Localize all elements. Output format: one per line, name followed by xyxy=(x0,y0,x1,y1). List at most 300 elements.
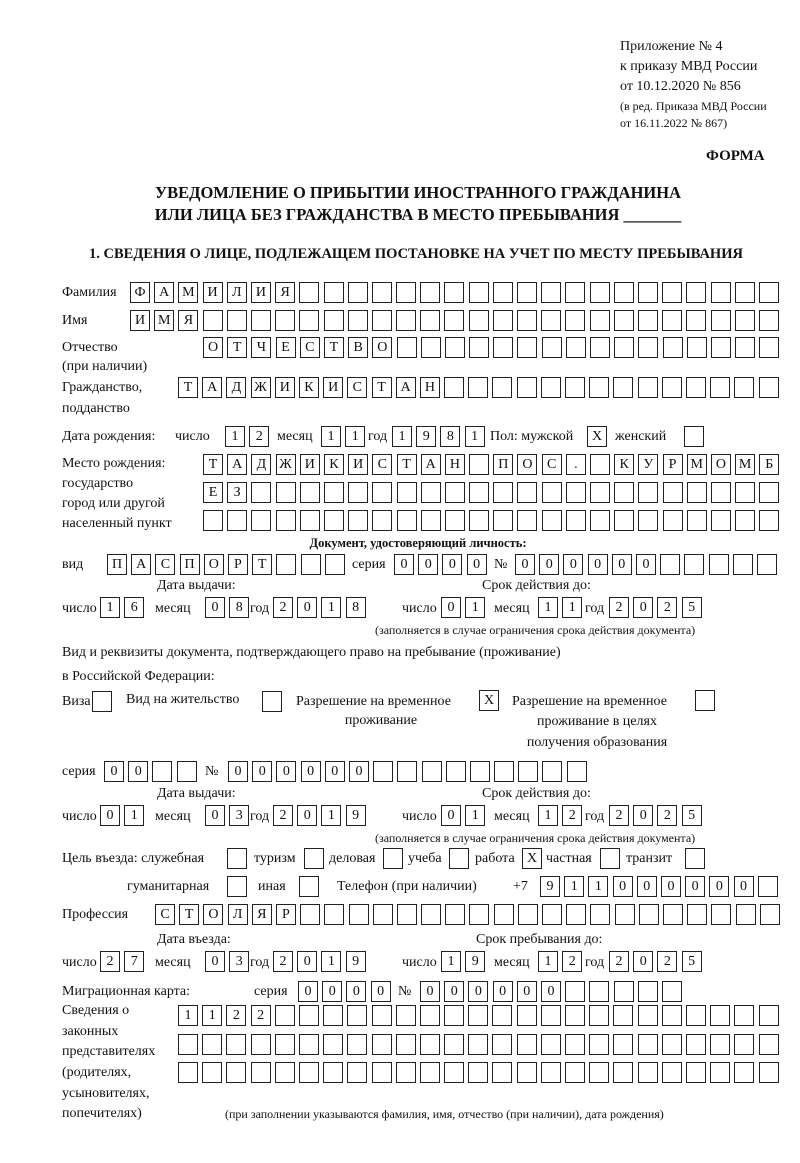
char-box[interactable]: 9 xyxy=(346,805,366,826)
char-box[interactable] xyxy=(470,761,490,782)
char-box[interactable] xyxy=(373,761,393,782)
char-box[interactable]: 0 xyxy=(394,554,414,575)
char-box[interactable] xyxy=(492,1005,512,1026)
char-box[interactable]: 0 xyxy=(418,554,438,575)
char-box[interactable] xyxy=(565,1062,585,1083)
char-box[interactable]: О xyxy=(203,337,223,358)
char-box[interactable]: И xyxy=(275,377,295,398)
char-box[interactable]: 0 xyxy=(322,981,342,1002)
char-box[interactable] xyxy=(372,282,392,303)
char-box[interactable] xyxy=(226,1034,246,1055)
char-box[interactable]: 1 xyxy=(225,426,245,447)
char-box[interactable] xyxy=(686,1034,706,1055)
char-box[interactable] xyxy=(541,1034,561,1055)
char-box[interactable] xyxy=(468,1062,488,1083)
char-box[interactable] xyxy=(469,482,489,503)
char-box[interactable] xyxy=(251,310,271,331)
char-box[interactable]: И xyxy=(323,377,343,398)
char-box[interactable] xyxy=(348,282,368,303)
char-box[interactable]: 0 xyxy=(633,951,653,972)
char-box[interactable]: 2 xyxy=(273,597,293,618)
char-box[interactable] xyxy=(276,554,296,575)
char-box[interactable] xyxy=(396,1062,416,1083)
char-box[interactable]: Ч xyxy=(251,337,271,358)
char-box[interactable] xyxy=(517,1034,537,1055)
char-box[interactable]: О xyxy=(204,554,224,575)
char-box[interactable]: 5 xyxy=(682,805,702,826)
char-box[interactable] xyxy=(565,310,585,331)
char-box[interactable] xyxy=(686,282,706,303)
char-box[interactable]: И xyxy=(348,454,368,475)
char-box[interactable] xyxy=(686,1005,706,1026)
char-box[interactable]: Т xyxy=(203,454,223,475)
char-box[interactable] xyxy=(541,1005,561,1026)
char-box[interactable] xyxy=(638,510,658,531)
char-box[interactable]: 0 xyxy=(100,805,120,826)
char-box[interactable] xyxy=(324,282,344,303)
char-box[interactable]: 1 xyxy=(538,805,558,826)
char-box[interactable] xyxy=(565,282,585,303)
char-box[interactable] xyxy=(445,337,465,358)
char-box[interactable]: Б xyxy=(759,454,779,475)
char-box[interactable]: К xyxy=(324,454,344,475)
char-box[interactable] xyxy=(445,482,465,503)
char-box[interactable]: 0 xyxy=(297,597,317,618)
char-box[interactable]: Я xyxy=(252,904,272,925)
char-box[interactable]: М xyxy=(735,454,755,475)
char-box[interactable] xyxy=(517,337,537,358)
char-box[interactable] xyxy=(639,904,659,925)
char-box[interactable] xyxy=(614,282,634,303)
char-box[interactable] xyxy=(421,904,441,925)
char-box[interactable] xyxy=(613,377,633,398)
char-box[interactable] xyxy=(589,1005,609,1026)
char-box[interactable]: 1 xyxy=(321,805,341,826)
char-box[interactable]: 1 xyxy=(465,805,485,826)
char-box[interactable] xyxy=(469,310,489,331)
char-box[interactable]: К xyxy=(614,454,634,475)
char-box[interactable]: И xyxy=(300,454,320,475)
char-box[interactable]: 0 xyxy=(734,876,754,897)
char-box[interactable] xyxy=(178,1062,198,1083)
char-box[interactable]: С xyxy=(155,904,175,925)
char-box[interactable] xyxy=(299,310,319,331)
char-box[interactable] xyxy=(517,1062,537,1083)
char-box[interactable] xyxy=(734,1005,754,1026)
char-box[interactable]: П xyxy=(493,454,513,475)
char-box[interactable]: С xyxy=(542,454,562,475)
checkbox[interactable]: X xyxy=(479,690,499,711)
char-box[interactable] xyxy=(590,904,610,925)
char-box[interactable]: Т xyxy=(324,337,344,358)
char-box[interactable] xyxy=(227,310,247,331)
char-box[interactable] xyxy=(397,482,417,503)
char-box[interactable] xyxy=(396,1005,416,1026)
char-box[interactable]: Л xyxy=(228,904,248,925)
char-box[interactable] xyxy=(590,454,610,475)
char-box[interactable]: 0 xyxy=(709,876,729,897)
char-box[interactable] xyxy=(566,510,586,531)
checkbox[interactable] xyxy=(227,876,247,897)
char-box[interactable] xyxy=(736,904,756,925)
char-box[interactable]: 9 xyxy=(416,426,436,447)
char-box[interactable]: 1 xyxy=(202,1005,222,1026)
char-box[interactable]: Д xyxy=(251,454,271,475)
char-box[interactable]: 1 xyxy=(562,597,582,618)
checkbox[interactable] xyxy=(695,690,715,711)
char-box[interactable]: 8 xyxy=(346,597,366,618)
checkbox[interactable] xyxy=(304,848,324,869)
char-box[interactable]: 2 xyxy=(609,951,629,972)
char-box[interactable]: 1 xyxy=(321,597,341,618)
checkbox[interactable] xyxy=(684,426,704,447)
char-box[interactable] xyxy=(347,1062,367,1083)
char-box[interactable] xyxy=(565,377,585,398)
char-box[interactable] xyxy=(420,1034,440,1055)
char-box[interactable] xyxy=(349,904,369,925)
char-box[interactable] xyxy=(444,282,464,303)
char-box[interactable] xyxy=(517,310,537,331)
char-box[interactable] xyxy=(299,282,319,303)
char-box[interactable]: 2 xyxy=(249,426,269,447)
char-box[interactable] xyxy=(444,1005,464,1026)
char-box[interactable] xyxy=(735,282,755,303)
char-box[interactable]: 2 xyxy=(273,805,293,826)
char-box[interactable]: А xyxy=(202,377,222,398)
char-box[interactable]: 9 xyxy=(465,951,485,972)
char-box[interactable] xyxy=(662,981,682,1002)
char-box[interactable]: 8 xyxy=(440,426,460,447)
char-box[interactable] xyxy=(662,282,682,303)
char-box[interactable] xyxy=(542,510,562,531)
char-box[interactable] xyxy=(590,310,610,331)
char-box[interactable]: 0 xyxy=(612,554,632,575)
char-box[interactable] xyxy=(733,554,753,575)
char-box[interactable]: И xyxy=(203,282,223,303)
char-box[interactable] xyxy=(758,876,778,897)
char-box[interactable] xyxy=(251,482,271,503)
char-box[interactable]: 3 xyxy=(229,805,249,826)
char-box[interactable]: 0 xyxy=(541,981,561,1002)
char-box[interactable]: 3 xyxy=(229,951,249,972)
char-box[interactable] xyxy=(323,1005,343,1026)
char-box[interactable]: 0 xyxy=(104,761,124,782)
char-box[interactable]: Т xyxy=(372,377,392,398)
char-box[interactable] xyxy=(663,482,683,503)
char-box[interactable] xyxy=(711,282,731,303)
char-box[interactable]: И xyxy=(130,310,150,331)
char-box[interactable]: 0 xyxy=(613,876,633,897)
char-box[interactable]: 0 xyxy=(468,981,488,1002)
char-box[interactable] xyxy=(348,310,368,331)
char-box[interactable]: 2 xyxy=(273,951,293,972)
char-box[interactable] xyxy=(709,554,729,575)
char-box[interactable] xyxy=(638,310,658,331)
char-box[interactable] xyxy=(614,510,634,531)
char-box[interactable] xyxy=(711,904,731,925)
char-box[interactable] xyxy=(638,482,658,503)
char-box[interactable]: 1 xyxy=(465,426,485,447)
char-box[interactable]: О xyxy=(203,904,223,925)
char-box[interactable] xyxy=(638,377,658,398)
char-box[interactable]: 0 xyxy=(661,876,681,897)
char-box[interactable] xyxy=(589,981,609,1002)
char-box[interactable] xyxy=(301,554,321,575)
char-box[interactable] xyxy=(397,337,417,358)
char-box[interactable]: В xyxy=(348,337,368,358)
char-box[interactable]: 0 xyxy=(441,597,461,618)
char-box[interactable] xyxy=(565,1005,585,1026)
char-box[interactable]: 2 xyxy=(657,597,677,618)
char-box[interactable]: 2 xyxy=(609,597,629,618)
char-box[interactable]: 1 xyxy=(441,951,461,972)
checkbox[interactable] xyxy=(227,848,247,869)
char-box[interactable]: 0 xyxy=(325,761,345,782)
char-box[interactable] xyxy=(565,981,585,1002)
char-box[interactable]: 2 xyxy=(562,951,582,972)
char-box[interactable] xyxy=(299,1005,319,1026)
char-box[interactable] xyxy=(541,1062,561,1083)
char-box[interactable] xyxy=(493,310,513,331)
char-box[interactable]: 0 xyxy=(298,981,318,1002)
char-box[interactable] xyxy=(759,1062,779,1083)
char-box[interactable]: 1 xyxy=(345,426,365,447)
char-box[interactable]: 1 xyxy=(564,876,584,897)
char-box[interactable]: Т xyxy=(397,454,417,475)
char-box[interactable] xyxy=(397,904,417,925)
char-box[interactable] xyxy=(372,310,392,331)
char-box[interactable] xyxy=(396,282,416,303)
char-box[interactable] xyxy=(493,337,513,358)
char-box[interactable] xyxy=(177,761,197,782)
char-box[interactable] xyxy=(397,510,417,531)
char-box[interactable] xyxy=(422,761,442,782)
char-box[interactable] xyxy=(613,1062,633,1083)
char-box[interactable] xyxy=(566,337,586,358)
checkbox[interactable] xyxy=(449,848,469,869)
char-box[interactable]: 0 xyxy=(420,981,440,1002)
checkbox[interactable]: X xyxy=(587,426,607,447)
char-box[interactable] xyxy=(734,377,754,398)
char-box[interactable] xyxy=(518,904,538,925)
checkbox[interactable] xyxy=(92,691,112,712)
char-box[interactable] xyxy=(638,1005,658,1026)
char-box[interactable]: А xyxy=(421,454,441,475)
char-box[interactable]: М xyxy=(687,454,707,475)
char-box[interactable]: Е xyxy=(276,337,296,358)
char-box[interactable] xyxy=(638,337,658,358)
char-box[interactable]: 2 xyxy=(609,805,629,826)
char-box[interactable] xyxy=(735,510,755,531)
char-box[interactable]: Т xyxy=(178,377,198,398)
char-box[interactable]: А xyxy=(154,282,174,303)
char-box[interactable]: 0 xyxy=(563,554,583,575)
char-box[interactable]: 1 xyxy=(392,426,412,447)
char-box[interactable]: А xyxy=(227,454,247,475)
char-box[interactable] xyxy=(372,510,392,531)
char-box[interactable]: Я xyxy=(275,282,295,303)
char-box[interactable]: 0 xyxy=(637,876,657,897)
char-box[interactable] xyxy=(347,1005,367,1026)
char-box[interactable] xyxy=(567,761,587,782)
char-box[interactable] xyxy=(275,310,295,331)
char-box[interactable]: 1 xyxy=(465,597,485,618)
char-box[interactable]: 0 xyxy=(205,597,225,618)
char-box[interactable] xyxy=(686,310,706,331)
char-box[interactable] xyxy=(638,981,658,1002)
char-box[interactable]: Р xyxy=(663,454,683,475)
char-box[interactable] xyxy=(710,1005,730,1026)
char-box[interactable]: 0 xyxy=(633,597,653,618)
char-box[interactable]: М xyxy=(178,282,198,303)
char-box[interactable] xyxy=(684,554,704,575)
char-box[interactable]: 0 xyxy=(539,554,559,575)
char-box[interactable]: 0 xyxy=(493,981,513,1002)
char-box[interactable]: Ф xyxy=(130,282,150,303)
char-box[interactable] xyxy=(469,454,489,475)
char-box[interactable]: Р xyxy=(228,554,248,575)
char-box[interactable] xyxy=(420,310,440,331)
char-box[interactable]: 2 xyxy=(100,951,120,972)
char-box[interactable]: О xyxy=(711,454,731,475)
char-box[interactable] xyxy=(711,510,731,531)
char-box[interactable] xyxy=(615,904,635,925)
char-box[interactable] xyxy=(494,761,514,782)
char-box[interactable]: З xyxy=(227,482,247,503)
char-box[interactable] xyxy=(300,510,320,531)
char-box[interactable] xyxy=(299,1062,319,1083)
char-box[interactable] xyxy=(711,337,731,358)
char-box[interactable]: 0 xyxy=(297,805,317,826)
char-box[interactable]: М xyxy=(154,310,174,331)
checkbox[interactable] xyxy=(299,876,319,897)
char-box[interactable] xyxy=(663,904,683,925)
char-box[interactable]: 2 xyxy=(251,1005,271,1026)
char-box[interactable] xyxy=(469,510,489,531)
char-box[interactable] xyxy=(542,904,562,925)
char-box[interactable] xyxy=(276,510,296,531)
char-box[interactable]: 5 xyxy=(682,597,702,618)
char-box[interactable]: 0 xyxy=(349,761,369,782)
char-box[interactable] xyxy=(542,337,562,358)
char-box[interactable] xyxy=(444,1062,464,1083)
char-box[interactable]: Ж xyxy=(251,377,271,398)
char-box[interactable]: 1 xyxy=(100,597,120,618)
char-box[interactable]: Т xyxy=(179,904,199,925)
char-box[interactable]: С xyxy=(155,554,175,575)
char-box[interactable] xyxy=(517,482,537,503)
char-box[interactable]: 1 xyxy=(124,805,144,826)
checkbox[interactable] xyxy=(262,691,282,712)
char-box[interactable] xyxy=(759,310,779,331)
char-box[interactable] xyxy=(517,282,537,303)
char-box[interactable]: 0 xyxy=(467,554,487,575)
char-box[interactable]: 0 xyxy=(346,981,366,1002)
char-box[interactable]: 0 xyxy=(252,761,272,782)
char-box[interactable] xyxy=(227,510,247,531)
char-box[interactable] xyxy=(421,482,441,503)
char-box[interactable]: 9 xyxy=(540,876,560,897)
char-box[interactable] xyxy=(492,1062,512,1083)
char-box[interactable] xyxy=(468,377,488,398)
char-box[interactable]: Д xyxy=(226,377,246,398)
char-box[interactable] xyxy=(541,377,561,398)
char-box[interactable] xyxy=(589,1062,609,1083)
char-box[interactable]: . xyxy=(566,454,586,475)
char-box[interactable] xyxy=(251,1062,271,1083)
char-box[interactable] xyxy=(445,510,465,531)
char-box[interactable] xyxy=(614,482,634,503)
char-box[interactable]: 0 xyxy=(301,761,321,782)
checkbox[interactable] xyxy=(685,848,705,869)
char-box[interactable] xyxy=(590,337,610,358)
char-box[interactable]: 1 xyxy=(588,876,608,897)
char-box[interactable]: С xyxy=(300,337,320,358)
char-box[interactable] xyxy=(421,337,441,358)
char-box[interactable] xyxy=(734,1034,754,1055)
char-box[interactable] xyxy=(590,482,610,503)
char-box[interactable] xyxy=(251,1034,271,1055)
char-box[interactable]: 0 xyxy=(442,554,462,575)
char-box[interactable] xyxy=(324,510,344,531)
char-box[interactable] xyxy=(686,377,706,398)
char-box[interactable]: Н xyxy=(420,377,440,398)
char-box[interactable] xyxy=(152,761,172,782)
char-box[interactable] xyxy=(372,1062,392,1083)
char-box[interactable]: 0 xyxy=(228,761,248,782)
char-box[interactable]: 5 xyxy=(682,951,702,972)
char-box[interactable] xyxy=(735,337,755,358)
char-box[interactable] xyxy=(638,1034,658,1055)
char-box[interactable] xyxy=(759,1034,779,1055)
char-box[interactable] xyxy=(638,282,658,303)
char-box[interactable] xyxy=(614,981,634,1002)
char-box[interactable] xyxy=(468,1005,488,1026)
char-box[interactable] xyxy=(396,1034,416,1055)
char-box[interactable] xyxy=(300,482,320,503)
char-box[interactable]: Т xyxy=(227,337,247,358)
char-box[interactable]: 1 xyxy=(321,951,341,972)
char-box[interactable] xyxy=(566,482,586,503)
char-box[interactable] xyxy=(420,1005,440,1026)
char-box[interactable] xyxy=(566,904,586,925)
char-box[interactable] xyxy=(565,1034,585,1055)
char-box[interactable]: 0 xyxy=(517,981,537,1002)
char-box[interactable]: П xyxy=(180,554,200,575)
char-box[interactable] xyxy=(397,761,417,782)
char-box[interactable]: 0 xyxy=(588,554,608,575)
char-box[interactable] xyxy=(638,1062,658,1083)
char-box[interactable] xyxy=(662,1062,682,1083)
char-box[interactable]: Н xyxy=(445,454,465,475)
char-box[interactable] xyxy=(711,310,731,331)
char-box[interactable]: Т xyxy=(252,554,272,575)
char-box[interactable] xyxy=(759,482,779,503)
char-box[interactable]: 1 xyxy=(538,951,558,972)
char-box[interactable] xyxy=(420,1062,440,1083)
char-box[interactable] xyxy=(300,904,320,925)
char-box[interactable] xyxy=(325,554,345,575)
char-box[interactable] xyxy=(662,310,682,331)
char-box[interactable] xyxy=(493,510,513,531)
char-box[interactable] xyxy=(757,554,777,575)
char-box[interactable] xyxy=(348,482,368,503)
char-box[interactable] xyxy=(759,377,779,398)
char-box[interactable] xyxy=(517,510,537,531)
char-box[interactable] xyxy=(760,904,780,925)
char-box[interactable]: 2 xyxy=(562,805,582,826)
char-box[interactable]: 0 xyxy=(685,876,705,897)
